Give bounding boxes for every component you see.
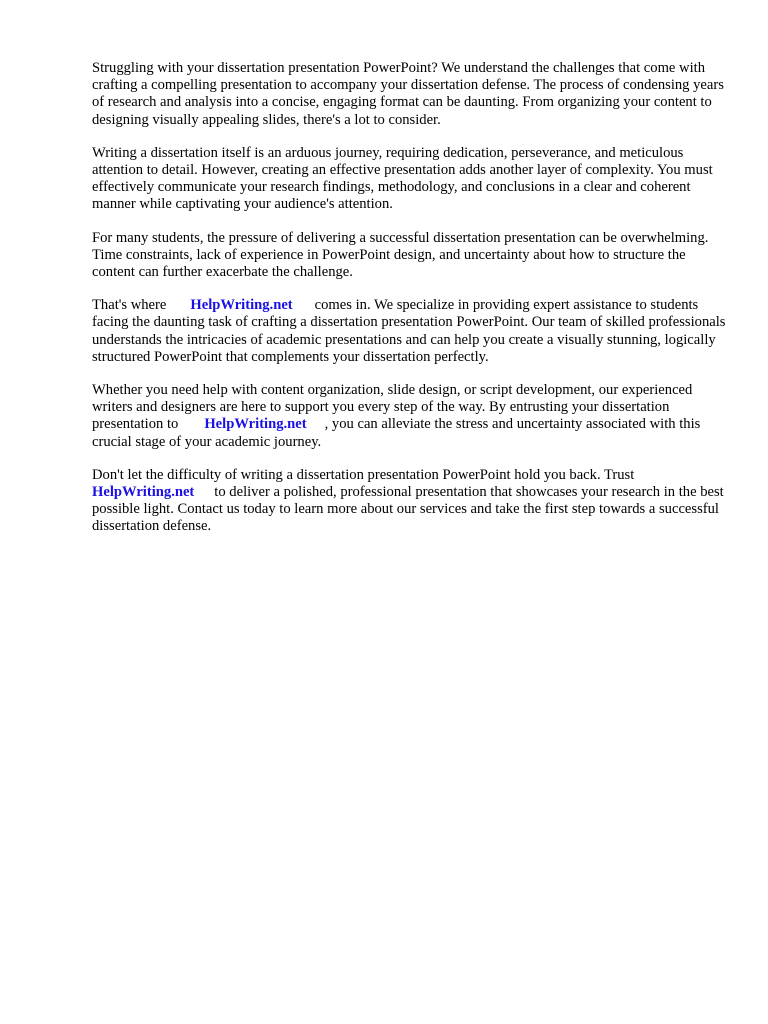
paragraph-intro <box>92 60 732 129</box>
paragraph-thats-where-after: comes in. We specialize in providing expert assistance to students facing the daunting task of crafting a dissertation presentation PowerPoint. Our team of skilled professionals understands the intricacies of academic presentations and can help you create a visually stunning, logically structured PowerPoint that complements your dissertation perfectly. <box>92 297 726 365</box>
paragraph-whether <box>92 382 732 451</box>
paragraph-intro-text: Struggling with your dissertation presentation PowerPoint? We understand the challenges that come with crafting a compelling presentation to accompany your dissertation defense. The process of condensing years of research and analysis into a concise, engaging format can be daunting. From organizing your content to designing visually appealing slides, there's a lot to consider. <box>92 60 724 128</box>
paragraph-writing-text: Writing a dissertation itself is an arduous journey, requiring dedication, perseverance, and meticulous attention to detail. However, creating an effective presentation adds another layer of complexity. You must effectively communicate your research findings, methodology, and conclusions in a clear and coherent manner while captivating your audience's attention. <box>92 144 713 213</box>
paragraph-pressure <box>92 230 732 282</box>
paragraph-trust-before: Don't let the difficulty of writing a dissertation presentation PowerPoint hold you back. Trust <box>92 466 635 483</box>
helpwriting-link-1[interactable]: HelpWriting.net <box>190 297 293 314</box>
paragraph-thats-where-before: That's where <box>92 297 167 314</box>
paragraph-thats-where <box>92 297 732 366</box>
helpwriting-link-3[interactable]: HelpWriting.net <box>92 484 195 501</box>
helpwriting-link-2[interactable]: HelpWriting.net <box>204 416 307 433</box>
paragraph-pressure-text: For many students, the pressure of delivering a successful dissertation presentation can be overwhelming. Time constraints, lack of experience in PowerPoint design, and uncertainty about how to structure the content can further exacerbate the challenge. <box>92 229 709 281</box>
paragraph-trust <box>92 467 732 536</box>
paragraph-whether-after: , you can alleviate the stress and uncertainty associated with this crucial stage of your academic journey. <box>92 416 701 450</box>
paragraph-trust-after: to deliver a polished, professional presentation that showcases your research in the best possible light. Contact us today to learn more about our services and take the first step towards a successful dissertation defense. <box>92 484 724 535</box>
paragraph-whether-before: Whether you need help with content organization, slide design, or script development, our experienced writers and designers are here to support you every step of the way. By entrusting your dissertation presentation to <box>92 382 693 433</box>
paragraph-writing <box>92 145 732 214</box>
document-page <box>92 60 732 552</box>
